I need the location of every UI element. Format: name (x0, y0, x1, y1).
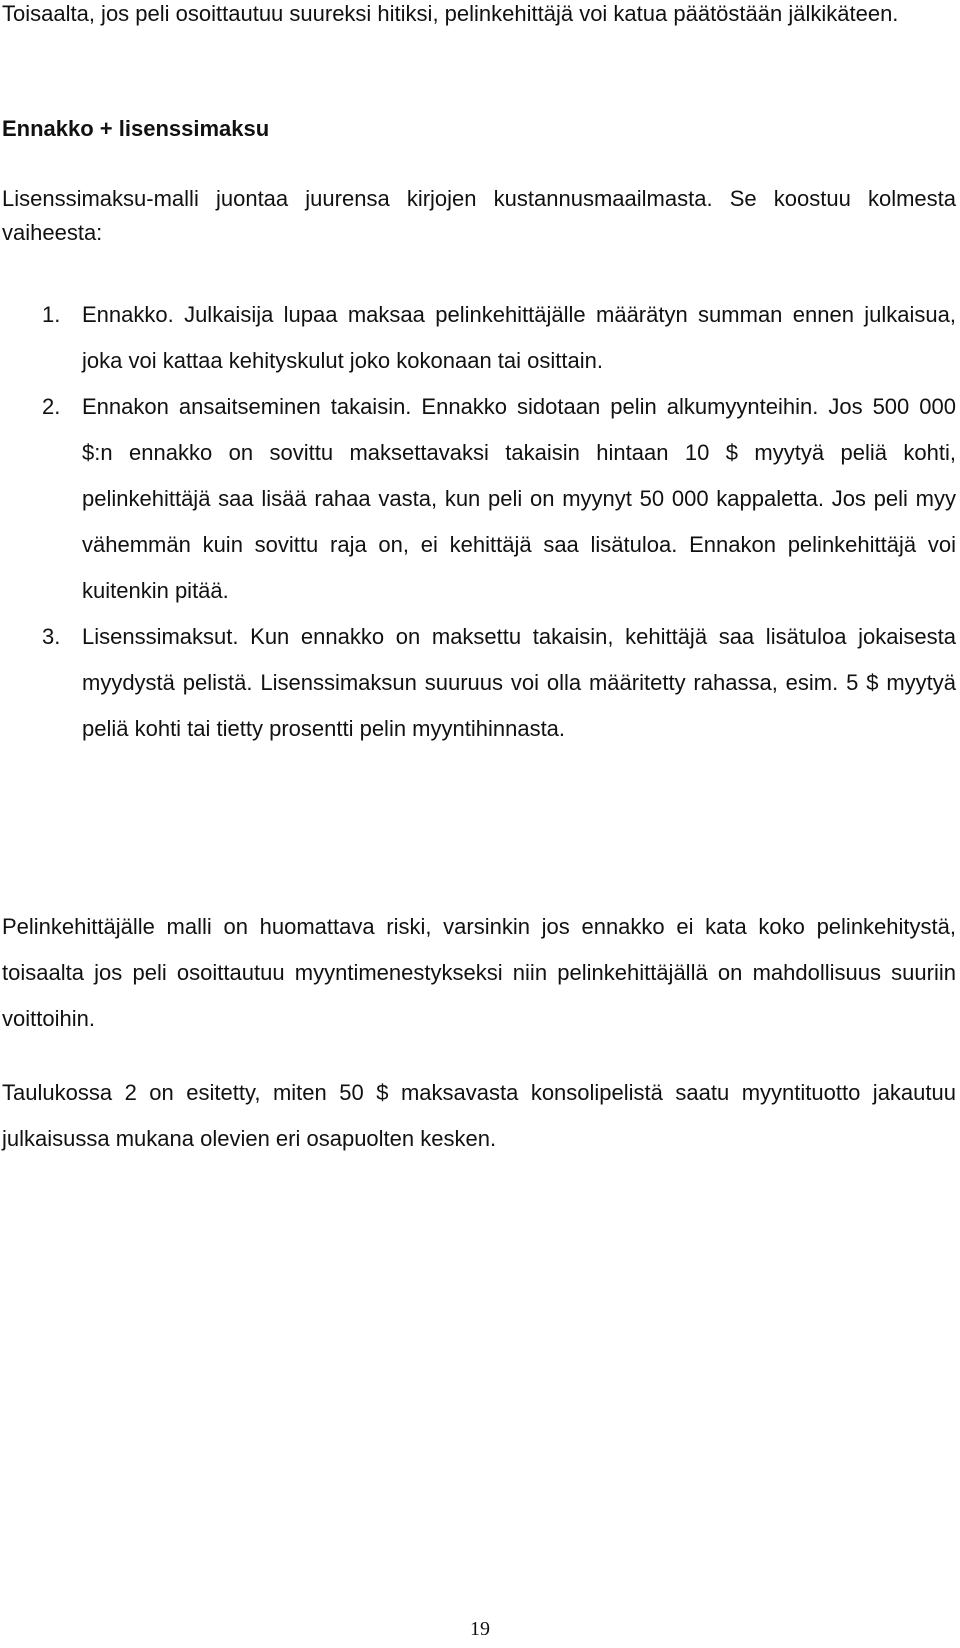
intro-paragraph: Toisaalta, jos peli osoittautuu suureksi hitiksi, pelinkehittäjä voi katua päätöstään jälkikäteen. (2, 1, 899, 26)
risk-paragraph: Pelinkehittäjälle malli on huomattava riski, varsinkin jos ennakko ei kata koko pelinkehitystä, toisaalta jos peli osoittautuu myyntimenestykseksi niin pelinkehittäjällä on mahdollisuus suuriin voittoihin. (2, 914, 956, 1031)
list-item-number: 2. (42, 394, 61, 419)
section-heading: Ennakko + lisenssimaksu (2, 116, 270, 141)
list-item-number: 3. (42, 624, 61, 649)
phase-list (42, 292, 956, 752)
list-item (42, 614, 956, 752)
list-item (42, 292, 956, 384)
list-item-number: 1. (42, 302, 61, 327)
section-intro-paragraph: Lisenssimaksu-malli juontaa juurensa kirjojen kustannusmaailmasta. Se koostuu kolmesta vaiheesta: (2, 186, 956, 245)
list-item-text: Ennakko. Julkaisija lupaa maksaa pelinkehittäjälle määrätyn summan ennen julkaisua, joka voi kattaa kehityskulut joko kokonaan tai osittain. (82, 302, 956, 373)
list-item-text: Lisenssimaksut. Kun ennakko on maksettu takaisin, kehittäjä saa lisätuloa jokaisesta myydystä pelistä. Lisenssimaksun suuruus voi olla määritetty rahassa, esim. 5 $ myytyä peliä kohti tai tietty prosentti pelin myyntihinnasta. (82, 624, 956, 741)
table-reference-paragraph: Taulukossa 2 on esitetty, miten 50 $ maksavasta konsolipelistä saatu myyntituotto jakautuu julkaisussa mukana olevien eri osapuolten kesken. (2, 1080, 956, 1151)
list-item (42, 384, 956, 614)
list-item-text: Ennakon ansaitseminen takaisin. Ennakko sidotaan pelin alkumyynteihin. Jos 500 000 $:n ennakko on sovittu maksettavaksi takaisin hintaan 10 $ myytyä peliä kohti, pelinkehittäjä saa lisää rahaa vasta, kun peli on myynyt 50 000 kappaletta. Jos peli myy vähemmän kuin sovittu raja on, ei kehittäjä saa lisätuloa. Ennakon pelinkehittäjä voi kuitenkin pitää. (82, 394, 956, 603)
page-number: 19 (470, 1618, 490, 1640)
